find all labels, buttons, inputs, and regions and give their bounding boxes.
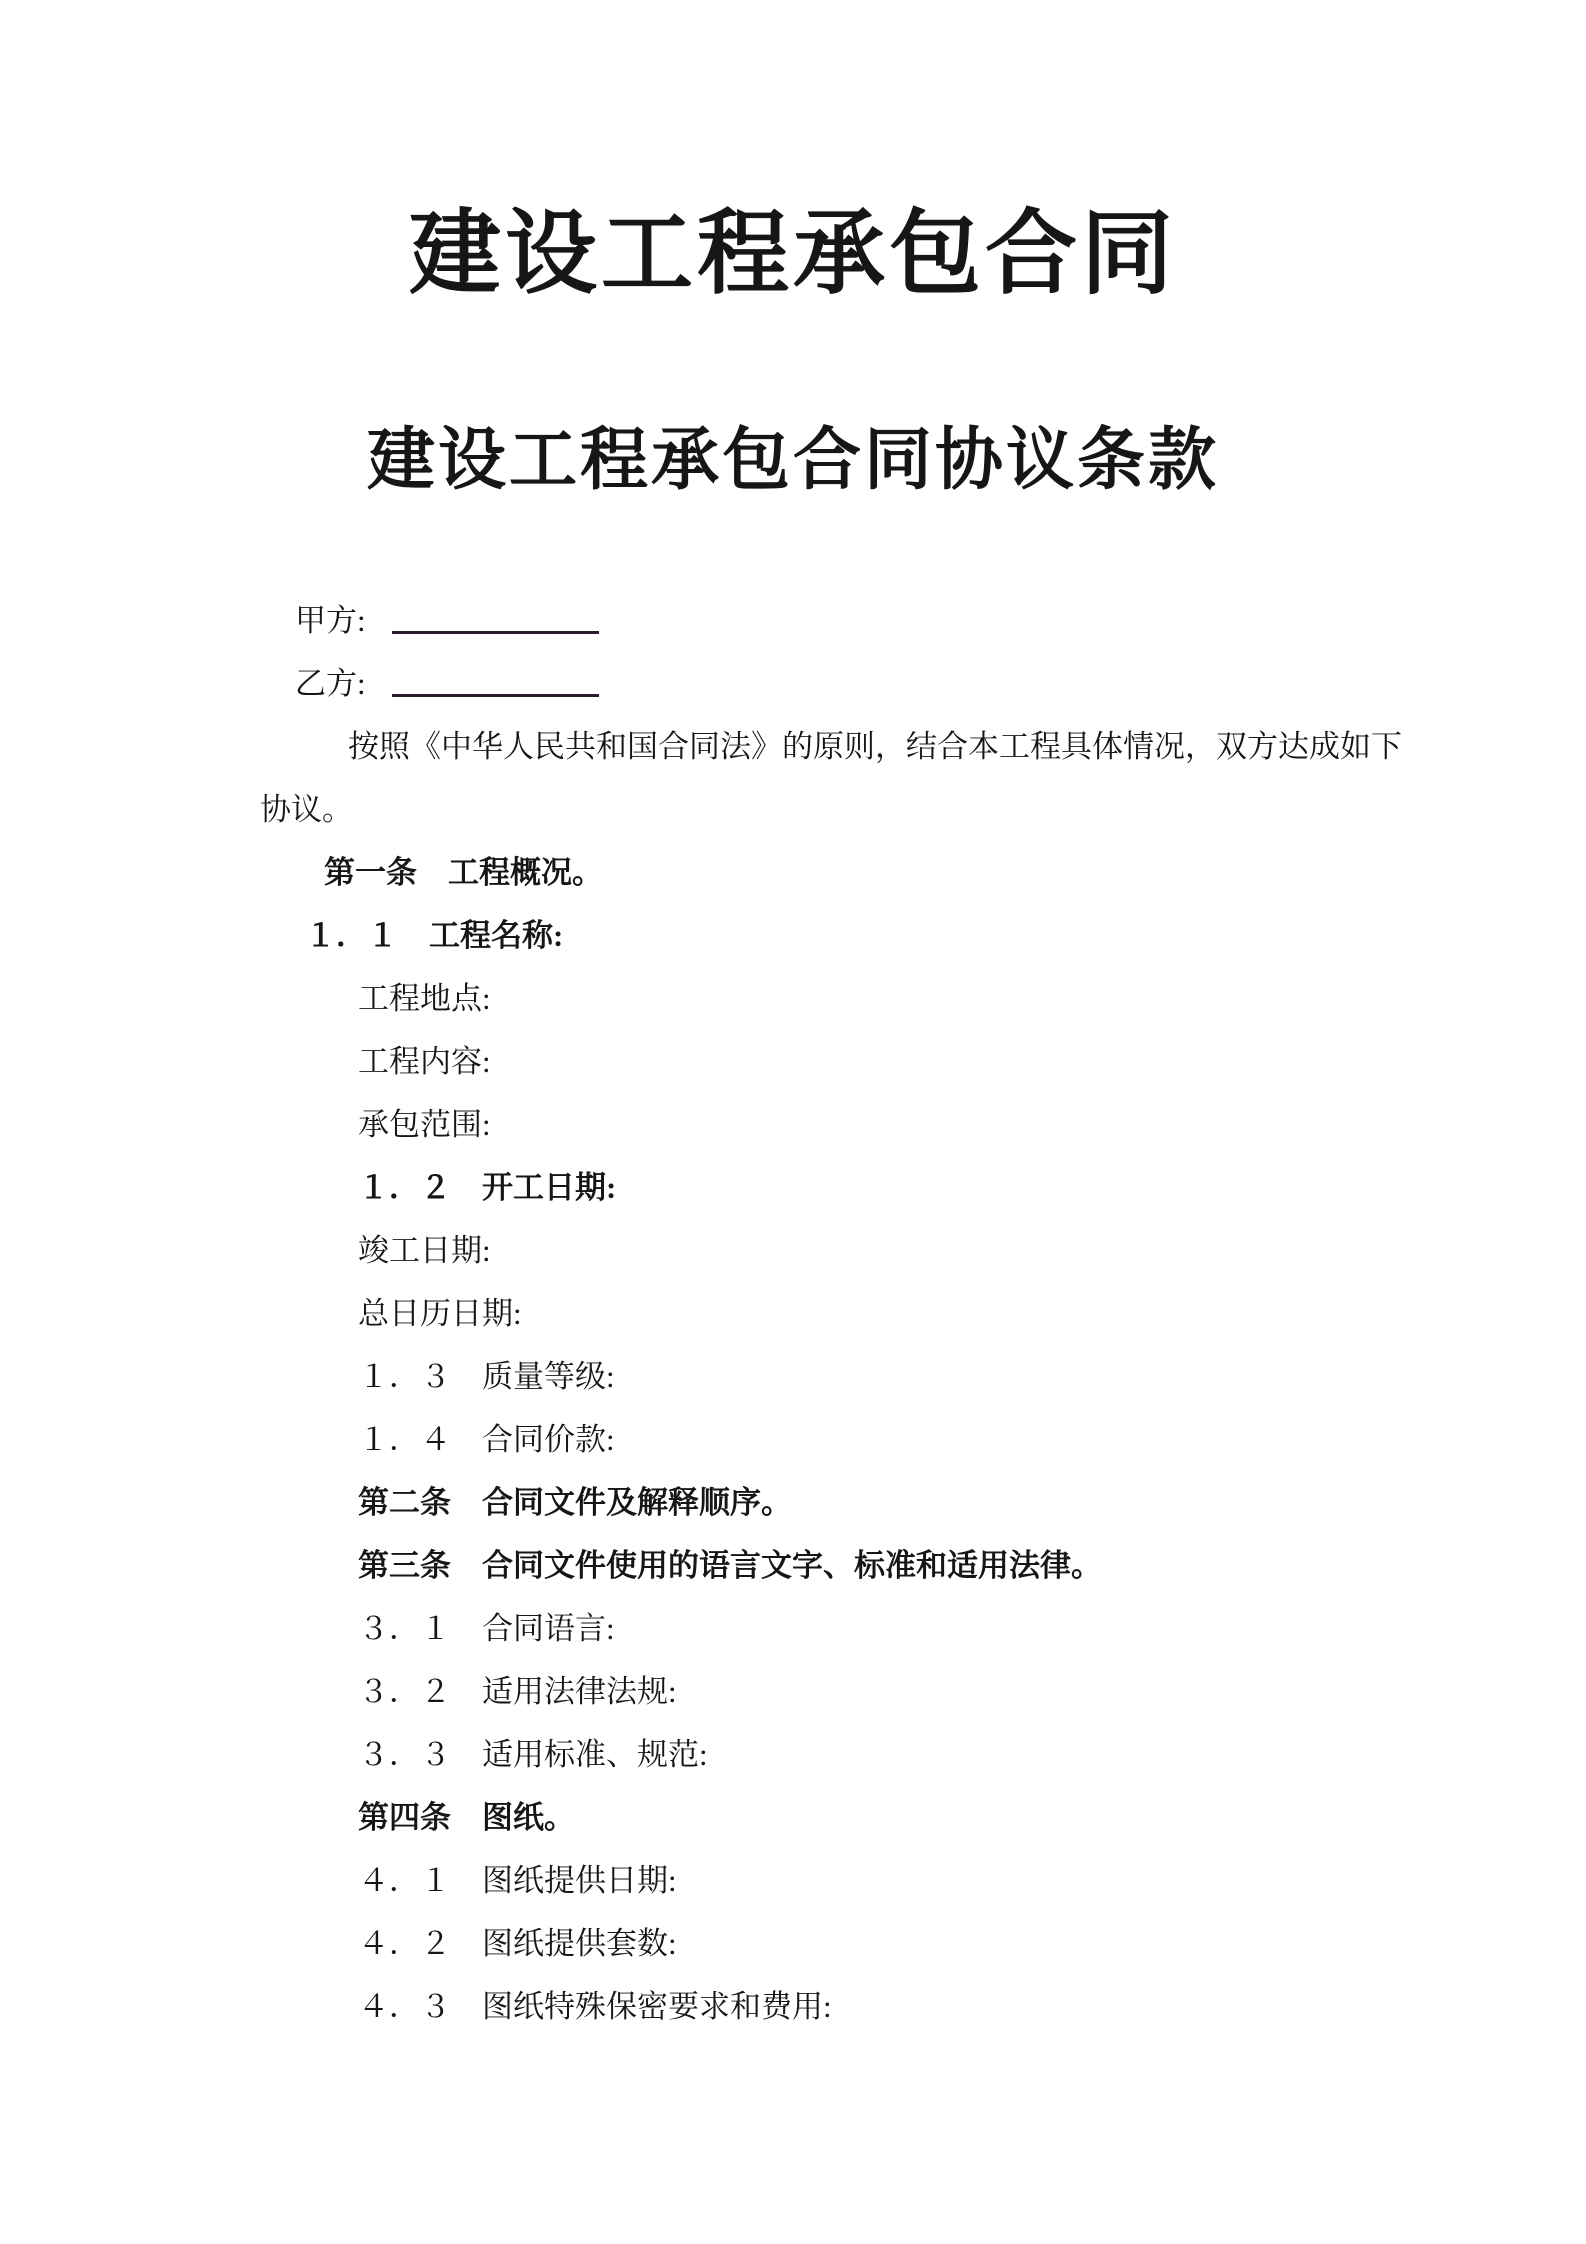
party-a-label: 甲方: bbox=[295, 603, 366, 638]
document-title: 建设工程承包合同 bbox=[408, 203, 1177, 305]
party-a-blank-field[interactable] bbox=[392, 601, 599, 634]
clause-line bbox=[260, 1972, 1400, 2035]
clause-line bbox=[260, 1405, 1400, 1468]
clause-text: 承包范围: bbox=[358, 1107, 491, 1142]
clause-text: １．２ 开工日期: bbox=[358, 1170, 617, 1205]
clause-line bbox=[260, 964, 1400, 1027]
preamble-line-2 bbox=[260, 775, 1400, 838]
clause-line bbox=[260, 1531, 1400, 1594]
clause-line bbox=[260, 1027, 1400, 1090]
preamble-text-1: 按照《中华人民共和国合同法》的原则，结合本工程具体情况，双方达成如下 bbox=[348, 729, 1402, 764]
clause-line bbox=[260, 1468, 1400, 1531]
clause-text: 第二条 合同文件及解释顺序。 bbox=[358, 1485, 792, 1520]
clause-line bbox=[260, 1594, 1400, 1657]
clause-text: ４．３ 图纸特殊保密要求和费用: bbox=[358, 1989, 832, 2024]
preamble-text-2: 协议。 bbox=[260, 792, 353, 827]
clause-line bbox=[260, 1342, 1400, 1405]
clause-text: １．１ 工程名称: bbox=[305, 918, 564, 953]
clause-text: ３．３ 适用标准、规范: bbox=[358, 1737, 708, 1772]
clause-text: 第四条 图纸。 bbox=[358, 1800, 575, 1835]
party-a-row bbox=[260, 586, 1400, 649]
clause-line bbox=[260, 1657, 1400, 1720]
clause-line bbox=[260, 1846, 1400, 1909]
clause-list bbox=[260, 838, 1400, 2035]
party-b-label: 乙方: bbox=[295, 666, 366, 701]
clause-text: 第一条 工程概况。 bbox=[324, 855, 603, 890]
clause-text: 第三条 合同文件使用的语言文字、标准和适用法律。 bbox=[358, 1548, 1102, 1583]
clause-text: 工程内容: bbox=[358, 1044, 491, 1079]
clause-line bbox=[260, 1090, 1400, 1153]
preamble-line-1 bbox=[260, 712, 1400, 775]
clause-text: 总日历日期: bbox=[358, 1296, 522, 1331]
clause-text: 工程地点: bbox=[358, 981, 491, 1016]
party-b-row bbox=[260, 649, 1400, 712]
clause-text: ４．１ 图纸提供日期: bbox=[358, 1863, 677, 1898]
clause-line bbox=[260, 901, 1400, 964]
clause-line bbox=[260, 1720, 1400, 1783]
clause-text: １．３ 质量等级: bbox=[358, 1359, 615, 1394]
party-b-blank-field[interactable] bbox=[392, 664, 599, 697]
clause-line bbox=[260, 1909, 1400, 1972]
clause-text: ４．２ 图纸提供套数: bbox=[358, 1926, 677, 1961]
document-subtitle: 建设工程承包合同协议条款 bbox=[366, 422, 1219, 498]
clause-line bbox=[260, 1783, 1400, 1846]
clause-text: １．４ 合同价款: bbox=[358, 1422, 615, 1457]
clause-text: ３．２ 适用法律法规: bbox=[358, 1674, 677, 1709]
clause-line bbox=[260, 1279, 1400, 1342]
clause-line bbox=[260, 1153, 1400, 1216]
clause-line bbox=[260, 1216, 1400, 1279]
document-body bbox=[260, 586, 1400, 2035]
clause-text: ３．１ 合同语言: bbox=[358, 1611, 615, 1646]
clause-line bbox=[260, 838, 1400, 901]
clause-text: 竣工日期: bbox=[358, 1233, 491, 1268]
